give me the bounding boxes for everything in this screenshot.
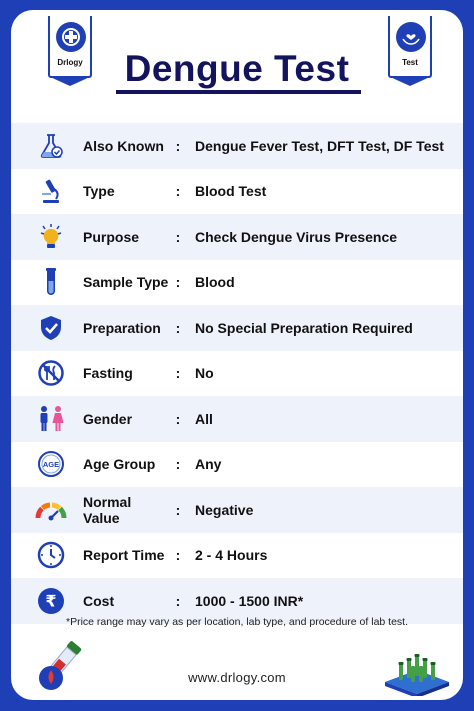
row-value: Negative [195,501,254,518]
row-purpose [11,214,463,260]
row-label: Preparation [83,319,161,336]
row-label: Fasting [83,365,133,382]
row-label: Gender [83,410,133,427]
row-sample-type [11,260,463,306]
gender-icon [25,405,77,433]
row-also-known [11,123,463,169]
sample-tray-illustration-icon [381,642,453,700]
row-value: Any [195,456,222,473]
rupee-icon [25,587,77,615]
row-colon: : [175,274,181,291]
row-value: Blood [195,274,235,291]
row-colon: : [175,319,181,336]
row-value: Blood Test [195,183,267,200]
flask-icon [25,132,77,160]
shield-check-icon [25,314,77,342]
row-type [11,169,463,215]
info-card [11,10,463,700]
badge-left-label: Drlogy [57,58,83,67]
age-icon-text: AGE [42,460,60,470]
badge-right-label: Test [402,58,418,67]
row-gender [11,396,463,442]
row-value: Dengue Fever Test, DFT Test, DF Test [195,137,444,154]
lightbulb-icon [25,223,77,251]
row-label: Age Group [83,456,156,473]
row-colon: : [175,501,181,518]
row-age-group [11,442,463,488]
price-note: *Price range may vary as per location, lab type, and procedure of lab test. [65,616,409,628]
row-value: 1000 - 1500 INR* [195,592,304,609]
clock-icon [25,541,77,569]
row-colon: : [175,410,181,427]
row-value: All [195,410,213,427]
row-label: Sample Type [83,274,169,291]
title-underline [116,90,361,94]
row-value: No [195,365,214,382]
row-colon: : [175,137,181,154]
row-colon: : [175,365,181,382]
row-preparation [11,305,463,351]
no-food-icon [25,359,77,387]
row-colon: : [175,547,181,564]
row-normal-value [11,487,463,533]
row-value: Check Dengue Virus Presence [195,228,398,245]
website-link[interactable]: www.drlogy.com [188,670,286,685]
row-colon: : [175,183,181,200]
row-value: 2 - 4 Hours [195,547,268,564]
microscope-icon [25,177,77,205]
gauge-icon [25,499,77,521]
info-table [11,123,463,624]
row-label: Report Time [83,547,165,564]
age-icon [25,449,77,479]
row-label: Cost [83,592,115,609]
row-label: Also Known [83,137,164,154]
test-tube-icon [25,267,77,297]
page-title: Dengue Test [124,48,350,89]
row-report-time [11,533,463,579]
row-colon: : [175,456,181,473]
rupee-symbol: ₹ [45,591,57,611]
row-label: Purpose [83,228,140,245]
row-colon: : [175,228,181,245]
row-colon: : [175,592,181,609]
row-label: Normal Value [83,493,132,526]
row-label: Type [83,183,115,200]
row-value: No Special Preparation Required [195,319,413,336]
row-fasting [11,351,463,397]
